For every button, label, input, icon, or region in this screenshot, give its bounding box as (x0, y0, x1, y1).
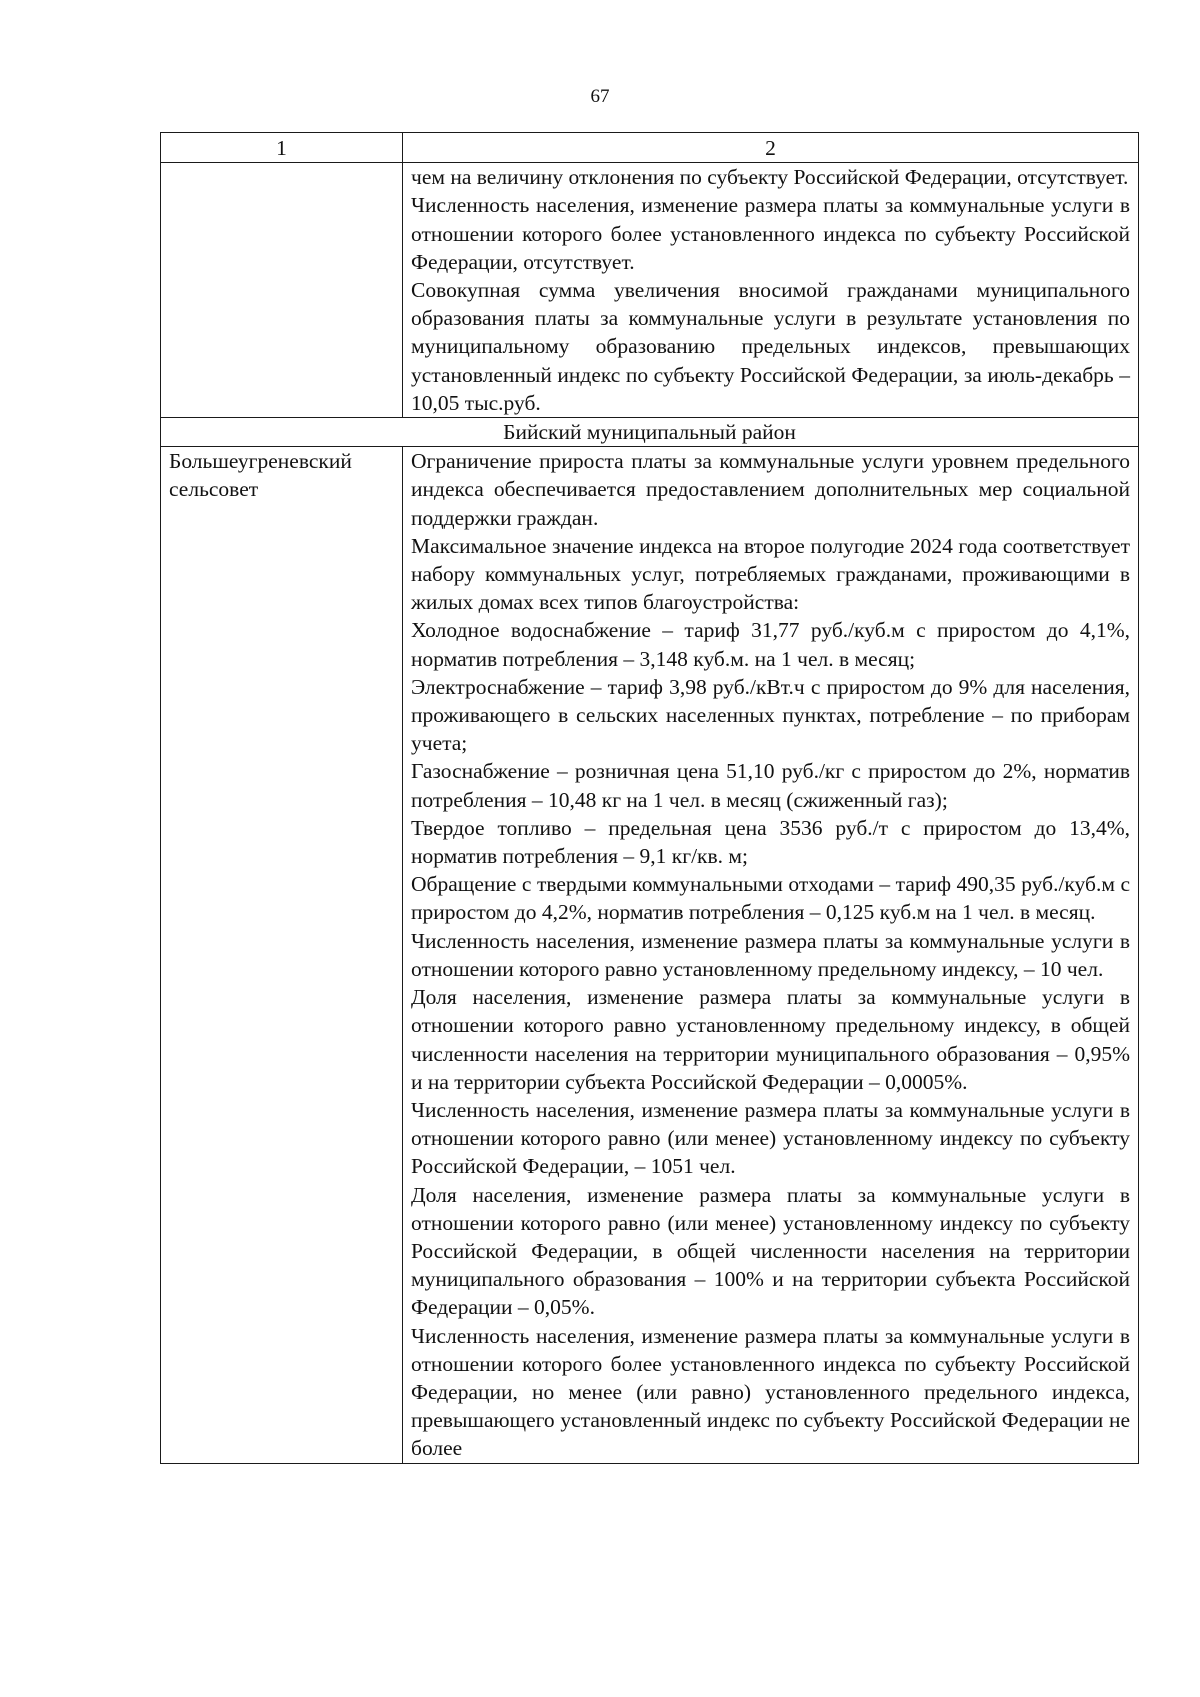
paragraph: Газоснабжение – розничная цена 51,10 руб./кг с приростом до 2%, норматив потребления – 10,48 кг на 1 чел. в месяц (сжиженный газ); (411, 759, 1130, 812)
paragraph: Максимальное значение индекса на второе полугодие 2024 года соответствует набору коммунальных услуг, потребляемых гражданами, проживающими в жилых домах всех типов благоустройства: (411, 533, 1130, 615)
paragraph: Совокупная сумма увеличения вносимой гражданами муниципального образования платы за коммунальные услуги в результате установления по муниципальному образованию предельных индексов, превышающих установленный индекс по субъекту Российской Федерации, за июль-декабрь – 10,05 тыс.руб. (411, 278, 1130, 415)
page-number: 67 (590, 86, 610, 107)
paragraph: Численность населения, изменение размера платы за коммунальные услуги в отношении которого равно (или менее) установленному индексу по субъекту Российской Федерации, – 1051 чел. (411, 1097, 1130, 1179)
paragraph: Ограничение прироста платы за коммунальные услуги уровнем предельного индекса обеспечивается предоставлением дополнительных мер социальной поддержки граждан. (411, 449, 1130, 530)
paragraph: Доля населения, изменение размера платы за коммунальные услуги в отношении которого равно (или менее) установленному индексу по субъекту Российской Федерации, в общей численности населения на территории муниципального образования – 100% и на территории субъекта Российской Федерации – 0,05%. (411, 1182, 1130, 1320)
paragraph: чем на величину отклонения по субъекту Российской Федерации, отсутствует. (411, 165, 1129, 190)
paragraph: Электроснабжение – тариф 3,98 руб./кВт.ч с приростом до 9% для населения, проживающего в сельских населенных пунктах, потребление – по приборам учета; (411, 674, 1130, 756)
municipality-text-cell (403, 447, 1139, 1463)
continuation-row (161, 163, 1139, 418)
table-header-row (161, 133, 1139, 163)
municipality-row (161, 447, 1139, 1463)
district-row (161, 418, 1139, 447)
column-header-2: 2 (403, 133, 1139, 163)
municipality-name: Большеугреневский сельсовет (161, 447, 403, 1463)
continuation-municipality-cell (161, 163, 403, 418)
column-header-1: 1 (161, 133, 403, 163)
paragraph: Численность населения, изменение размера платы за коммунальные услуги в отношении которого более установленного индекса по субъекту Российской Федерации, отсутствует. (411, 193, 1130, 274)
paragraph: Твердое топливо – предельная цена 3536 руб./т с приростом до 13,4%, норматив потребления – 9,1 кг/кв. м; (411, 815, 1130, 869)
paragraph: Доля населения, изменение размера платы за коммунальные услуги в отношении которого равно установленному предельному индексу, в общей численности населения на территории муниципального образования – 0,95% и на территории субъекта Российской Федерации – 0,0005%. (411, 985, 1130, 1094)
paragraph: Обращение с твердыми коммунальными отходами – тариф 490,35 руб./куб.м с приростом до 4,2%, норматив потребления – 0,125 куб.м на 1 чел. в месяц. (411, 872, 1130, 925)
data-table (160, 132, 1139, 1464)
paragraph: Численность населения, изменение размера платы за коммунальные услуги в отношении которого более установленного индекса по субъекту Российской Федерации, но менее (или равно) установленного предельного индекса, превышающего установленный индекс по субъекту Российской Федерации не более (411, 1323, 1130, 1461)
paragraph: Численность населения, изменение размера платы за коммунальные услуги в отношении которого равно установленному предельному индексу, – 10 чел. (411, 928, 1130, 981)
district-title: Бийский муниципальный район (161, 418, 1139, 447)
continuation-text-cell (403, 163, 1139, 418)
paragraph: Холодное водоснабжение – тариф 31,77 руб./куб.м с приростом до 4,1%, норматив потребления – 3,148 куб.м. на 1 чел. в месяц; (411, 618, 1130, 671)
